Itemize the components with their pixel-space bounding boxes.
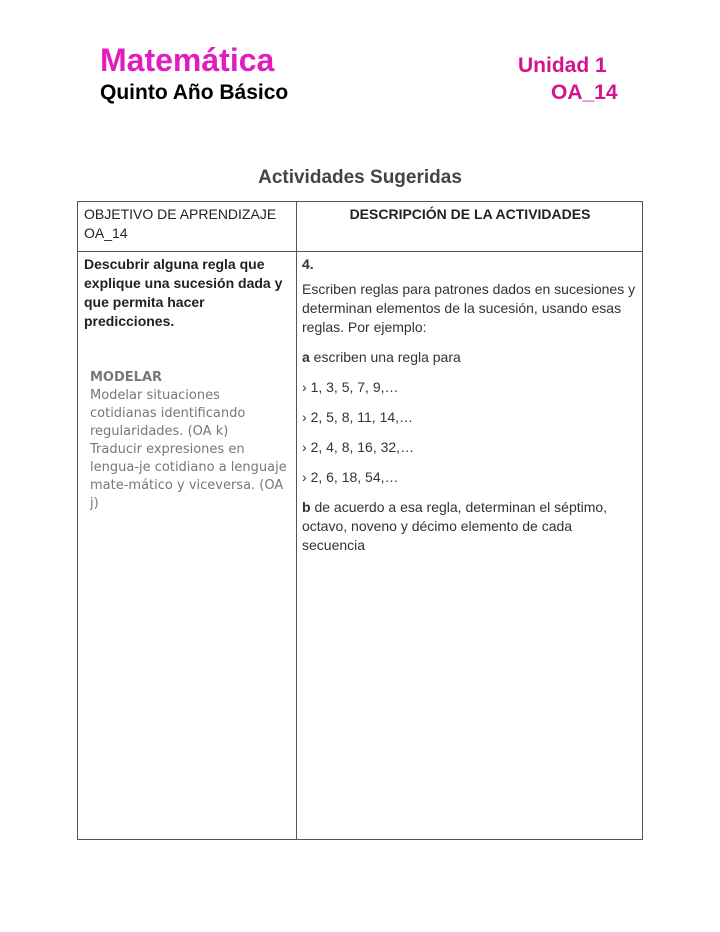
sequence-text: 2, 5, 8, 11, 14,…: [310, 409, 414, 425]
learning-objective: Descubrir alguna regla que explique una sucesión dada y que permita hacer predicciones.: [84, 256, 283, 329]
activity-part-b: [302, 498, 638, 555]
part-label: b: [302, 499, 311, 515]
part-text: escriben una regla para: [309, 349, 461, 365]
sequence-item: [302, 408, 638, 427]
part-text: de acuerdo a esa regla, determinan el séptimo, octavo, noveno y décimo elemento de cada secuencia: [302, 499, 608, 553]
bullet-icon: ›: [302, 409, 307, 425]
sequence-item: [302, 438, 638, 457]
header-line: OBJETIVO DE APRENDIZAJE: [84, 206, 277, 222]
modelar-skill-box: [90, 369, 290, 513]
activity-part-a: [302, 348, 638, 367]
bullet-icon: ›: [302, 439, 307, 455]
sequence-item: [302, 468, 638, 487]
sequence-item: [302, 378, 638, 397]
sequence-text: 2, 4, 8, 16, 32,…: [310, 439, 415, 455]
grade-subtitle: Quinto Año Básico: [100, 81, 289, 104]
sequence-text: 2, 6, 18, 54,…: [310, 469, 399, 485]
subject-title: Matemática: [100, 42, 275, 78]
activity-description: [302, 255, 638, 566]
bullet-icon: ›: [302, 379, 307, 395]
unit-label: Unidad 1: [518, 54, 607, 77]
bullet-icon: ›: [302, 469, 307, 485]
activity-intro: Escriben reglas para patrones dados en sucesiones y determinan elementos de la sucesión, usando esas reglas. Por ejemplo:: [302, 281, 636, 335]
modelar-heading: MODELAR: [90, 370, 163, 385]
sequence-text: 1, 3, 5, 7, 9,…: [310, 379, 399, 395]
section-title: Actividades Sugeridas: [258, 167, 462, 188]
header-line: OA_14: [84, 225, 128, 241]
row-divider: [78, 251, 642, 252]
modelar-text: Modelar situaciones cotidianas identificando regularidades. (OA k): [90, 388, 246, 439]
column-divider: [296, 202, 297, 839]
description-column-header: DESCRIPCIÓN DE LA ACTIVIDADES: [349, 206, 591, 222]
modelar-text: Traducir expresiones en lengua-je cotidiano a lenguaje mate-mático y viceversa. (OA j): [90, 442, 287, 511]
activity-number: 4.: [302, 256, 314, 272]
oa-label: OA_14: [551, 81, 618, 104]
activities-table: [77, 201, 643, 840]
objective-column-header: [84, 205, 289, 243]
part-label: a: [302, 349, 310, 365]
